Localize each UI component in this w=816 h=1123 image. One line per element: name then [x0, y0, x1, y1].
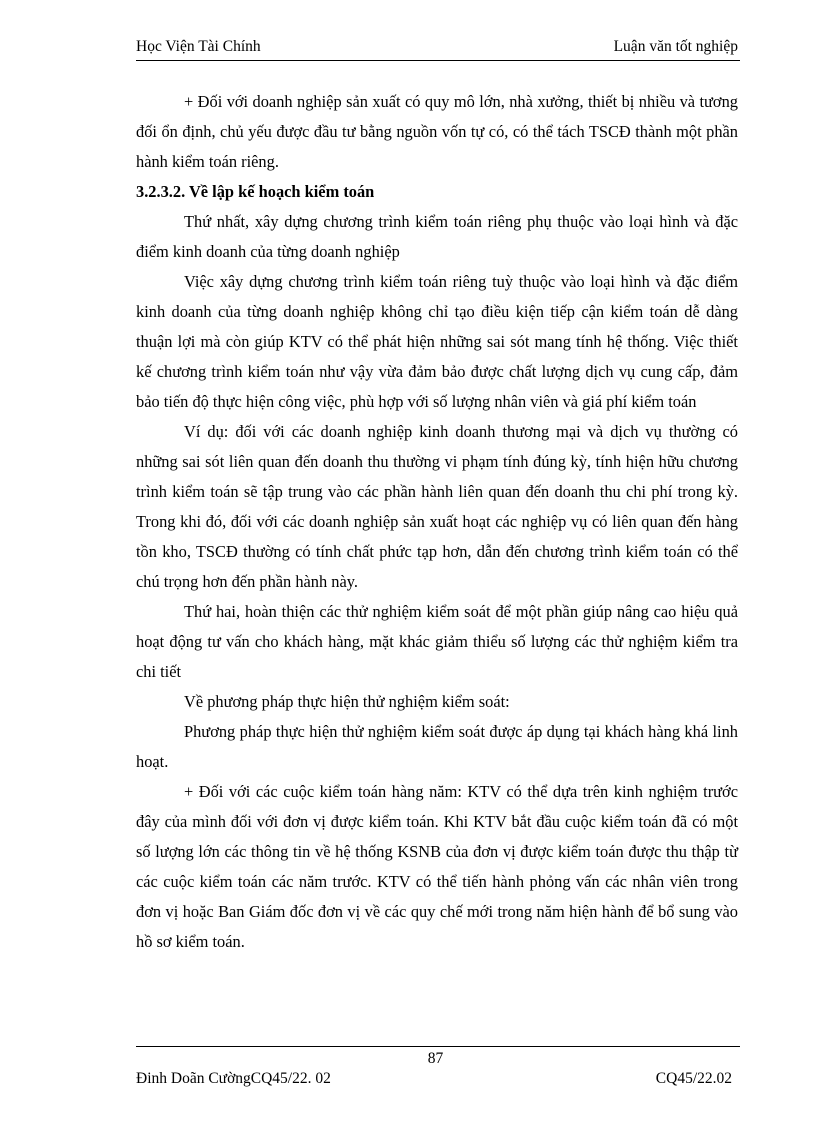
paragraph-7: Phương pháp thực hiện thử nghiệm kiểm soát được áp dụng tại khách hàng khá linh hoạt.	[136, 722, 738, 771]
page-number: 87	[427, 1050, 444, 1067]
footer-class-code: CQ45/22.02	[655, 1070, 732, 1087]
paragraph-3: Việc xây dựng chương trình kiểm toán riêng tuỳ thuộc vào loại hình và đặc điểm kinh doanh của từng doanh nghiệp không chỉ tạo điều kiện tiếp cận kiểm toán dễ dàng thuận lợi mà còn giúp KTV có thể phát hiện những sai sót mang tính hệ thống. Việc thiết kế chương trình kiểm toán như vậy vừa đảm bảo được chất lượng dịch vụ cung cấp, đảm bảo tiến độ thực hiện công việc, phù hợp với số lượng nhân viên và giá phí kiểm toán	[136, 272, 738, 411]
paragraph-4: Ví dụ: đối với các doanh nghiệp kinh doanh thương mại và dịch vụ thường có những sai sót liên quan đến doanh thu thường vi phạm tính đúng kỳ, tính hiện hữu chương trình kiểm toán sẽ tập trung vào các phần hành liên quan đến doanh thu chi phí trong kỳ. Trong khi đó, đối với các doanh nghiệp sản xuất hoạt các nghiệp vụ có liên quan đến hàng tồn kho, TSCĐ thường có tính chất phức tạp hơn, dẫn đến chương trình kiểm toán có thể chú trọng hơn đến phần hành này.	[136, 422, 738, 591]
paragraph-6: Về phương pháp thực hiện thử nghiệm kiểm soát:	[184, 692, 510, 711]
page-number-row	[0, 1050, 816, 1068]
paragraph-8: + Đối với các cuộc kiểm toán hàng năm: KTV có thể dựa trên kinh nghiệm trước đây của mình đối với đơn vị được kiểm toán. Khi KTV bắt đầu cuộc kiểm toán đã có một số lượng lớn các thông tin về hệ thống KSNB của đơn vị được kiểm toán được thu thập từ các cuộc kiểm toán các năm trước. KTV có thể tiến hành phỏng vấn các nhân viên trong đơn vị hoặc Ban Giám đốc đơn vị về các quy chế mới trong năm hiện hành để bổ sung vào hồ sơ kiểm toán.	[136, 782, 738, 951]
footer-author: Đinh Doãn CườngCQ45/22. 02	[136, 1070, 331, 1087]
paragraph-1: + Đối với doanh nghiệp sản xuất có quy mô lớn, nhà xưởng, thiết bị nhiều và tương đối ổn định, chủ yếu được đầu tư bằng nguồn vốn tự có, có thể tách TSCĐ thành một phần hành kiểm toán riêng.	[136, 92, 738, 171]
paragraph-5: Thứ hai, hoàn thiện các thử nghiệm kiểm soát để một phần giúp nâng cao hiệu quả hoạt động tư vấn cho khách hàng, mặt khác giảm thiểu số lượng các thử nghiệm kiểm tra chi tiết	[136, 602, 738, 681]
page-header	[136, 34, 740, 61]
section-heading: 3.2.3.2. Về lập kế hoạch kiểm toán	[136, 182, 375, 201]
footer-divider	[136, 1046, 740, 1047]
header-institution: Học Viện Tài Chính	[136, 38, 261, 55]
paragraph-2: Thứ nhất, xây dựng chương trình kiểm toán riêng phụ thuộc vào loại hình và đặc điểm kinh doanh của từng doanh nghiệp	[136, 212, 738, 261]
page-body	[136, 87, 738, 957]
header-document-type: Luận văn tốt nghiệp	[613, 38, 738, 55]
